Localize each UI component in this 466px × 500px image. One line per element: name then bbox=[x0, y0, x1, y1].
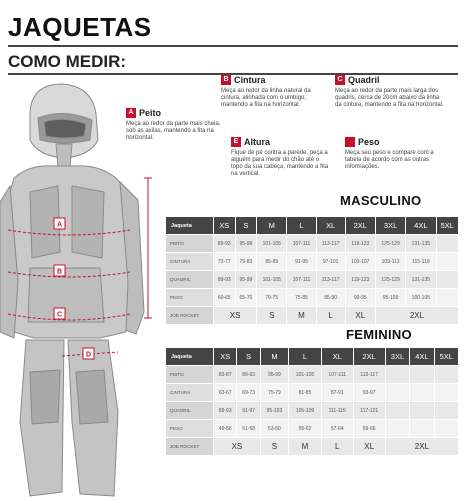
size-header: XS bbox=[214, 348, 237, 366]
table-cell: 119-123 bbox=[345, 271, 375, 289]
title-divider bbox=[8, 45, 458, 47]
table-cell bbox=[385, 420, 409, 438]
table-cell: 63-67 bbox=[214, 384, 237, 402]
size-header: 4XL bbox=[406, 217, 436, 235]
joe-size: XS bbox=[214, 438, 261, 456]
size-header: M bbox=[257, 217, 287, 235]
table-cell: 85-89 bbox=[257, 253, 287, 271]
size-header: S bbox=[237, 348, 260, 366]
table-cell: 111-115 bbox=[321, 402, 353, 420]
table-cell bbox=[385, 366, 409, 384]
table-cell: 107-111 bbox=[287, 271, 316, 289]
measure-desc: Meça ao redor da parte mais cheia, sob as axilas, mantendo a fita na horizontal. bbox=[126, 121, 221, 141]
joe-size: XL bbox=[345, 307, 375, 325]
feminino-title: FEMININO bbox=[346, 327, 412, 342]
table-cell: 119-123 bbox=[345, 235, 375, 253]
table-cell bbox=[436, 253, 459, 271]
table-cell: 91-95 bbox=[287, 253, 316, 271]
joe-rocket-row bbox=[166, 307, 459, 325]
table-cell bbox=[385, 402, 409, 420]
table-row bbox=[166, 289, 459, 307]
letter-badge bbox=[345, 137, 355, 147]
table-cell: 75-79 bbox=[260, 384, 288, 402]
table-row bbox=[166, 271, 459, 289]
measure-desc: Fique de pé contra a parede, peça a alguém para medir do chão até o topo da sua cabeça, mantendo a fita na vertical. bbox=[231, 150, 329, 177]
table-cell bbox=[385, 384, 409, 402]
row-label: CINTURA bbox=[166, 253, 214, 271]
measure-peso bbox=[345, 137, 450, 171]
row-label: QUADRIL bbox=[166, 271, 214, 289]
size-header: 5XL bbox=[434, 348, 458, 366]
row-label: JOE ROCKET bbox=[166, 438, 214, 456]
size-header: M bbox=[260, 348, 288, 366]
table-cell: 107-111 bbox=[321, 366, 353, 384]
table-cell: 95-99 bbox=[260, 366, 288, 384]
joe-size: S bbox=[257, 307, 287, 325]
table-cell: 70-75 bbox=[257, 289, 287, 307]
size-header: XL bbox=[316, 217, 345, 235]
row-label: PESO bbox=[166, 420, 214, 438]
joe-rocket-row bbox=[166, 438, 459, 456]
measure-name: Quadril bbox=[348, 74, 380, 85]
letter-badge: B bbox=[221, 75, 231, 85]
row-label: PESO bbox=[166, 289, 214, 307]
figure-label-d: D bbox=[85, 351, 92, 359]
table-cell: 59-66 bbox=[353, 420, 385, 438]
table-cell bbox=[410, 402, 434, 420]
table-header-row bbox=[166, 217, 459, 235]
row-label: JOE ROCKET bbox=[166, 307, 214, 325]
table-cell bbox=[410, 384, 434, 402]
size-header: 2XL bbox=[345, 217, 375, 235]
measure-name: Altura bbox=[244, 136, 271, 147]
measure-desc: Meça seu peso e compare com a tabela de acordo com as outras informações. bbox=[345, 150, 434, 170]
table-cell: 95-99 bbox=[235, 235, 257, 253]
table-cell: 57-64 bbox=[321, 420, 353, 438]
table-cell: 101-105 bbox=[257, 271, 287, 289]
table-cell: 83-87 bbox=[214, 366, 237, 384]
table-cell: 113-117 bbox=[316, 271, 345, 289]
table-corner: Jaqueta bbox=[166, 348, 214, 366]
joe-size: S bbox=[260, 438, 288, 456]
table-row bbox=[166, 235, 459, 253]
table-row bbox=[166, 384, 459, 402]
table-row bbox=[166, 420, 459, 438]
size-header: S bbox=[235, 217, 257, 235]
rider-figure bbox=[0, 82, 160, 500]
table-cell: 95-103 bbox=[260, 402, 288, 420]
table-cell: 81-85 bbox=[289, 384, 322, 402]
table-cell: 60-65 bbox=[214, 289, 236, 307]
page-title: JAQUETAS bbox=[8, 12, 152, 42]
table-corner: Jaqueta bbox=[166, 217, 214, 235]
measure-desc: Meça ao redor da parte mais larga dos quadris, cerca de 20cm abaixo da linha da cintura, mantendo a fita na horizontal. bbox=[335, 88, 444, 108]
feminino-size-table bbox=[165, 347, 459, 456]
table-cell: 101-105 bbox=[289, 366, 322, 384]
size-header: L bbox=[289, 348, 322, 366]
table-cell: 89-93 bbox=[237, 366, 260, 384]
figure-label-a: A bbox=[56, 221, 63, 229]
joe-size: M bbox=[287, 307, 316, 325]
table-row bbox=[166, 402, 459, 420]
measure-altura bbox=[231, 137, 331, 178]
table-cell: 131-135 bbox=[406, 271, 436, 289]
table-cell: 91-97 bbox=[237, 402, 260, 420]
table-cell: 93-97 bbox=[353, 384, 385, 402]
table-cell: 103-107 bbox=[345, 253, 375, 271]
table-cell bbox=[410, 366, 434, 384]
table-cell: 73-77 bbox=[214, 253, 236, 271]
measure-quadril bbox=[335, 75, 445, 109]
table-cell bbox=[436, 235, 459, 253]
size-header: 5XL bbox=[436, 217, 459, 235]
table-cell: 97-101 bbox=[316, 253, 345, 271]
joe-size: XS bbox=[214, 307, 257, 325]
measure-name: Peso bbox=[358, 136, 380, 147]
measure-name: Cintura bbox=[234, 74, 266, 85]
table-cell: 101-105 bbox=[257, 235, 287, 253]
table-cell: 107-111 bbox=[287, 235, 316, 253]
table-cell bbox=[434, 384, 458, 402]
table-cell: 89-93 bbox=[214, 235, 236, 253]
table-cell bbox=[410, 420, 434, 438]
letter-badge: A bbox=[126, 108, 136, 118]
table-cell bbox=[434, 402, 458, 420]
table-cell: 95-100 bbox=[375, 289, 405, 307]
measure-name: Peito bbox=[139, 107, 162, 118]
size-header: L bbox=[287, 217, 316, 235]
table-cell: 53-60 bbox=[260, 420, 288, 438]
table-cell: 79-83 bbox=[235, 253, 257, 271]
letter-badge: E bbox=[231, 137, 241, 147]
joe-size: 2XL bbox=[375, 307, 458, 325]
joe-size: L bbox=[321, 438, 353, 456]
table-row bbox=[166, 366, 459, 384]
row-label: QUADRIL bbox=[166, 402, 214, 420]
figure-label-b: B bbox=[56, 268, 63, 276]
table-cell bbox=[434, 366, 458, 384]
size-header: XS bbox=[214, 217, 236, 235]
letter-badge: C bbox=[335, 75, 345, 85]
table-cell: 69-73 bbox=[237, 384, 260, 402]
table-row bbox=[166, 253, 459, 271]
table-cell: 125-129 bbox=[375, 235, 405, 253]
row-label: PEITO bbox=[166, 366, 214, 384]
table-cell: 115-119 bbox=[406, 253, 436, 271]
row-label: CINTURA bbox=[166, 384, 214, 402]
size-header: 2XL bbox=[353, 348, 385, 366]
size-header: 4XL bbox=[410, 348, 434, 366]
table-cell bbox=[436, 289, 459, 307]
table-cell: 65-70 bbox=[235, 289, 257, 307]
joe-size: XL bbox=[353, 438, 385, 456]
measure-desc: Meça ao redor da linha natural da cintura, alinhada com o umbigo, mantendo a fita na horizontal. bbox=[221, 88, 311, 108]
table-cell: 105-109 bbox=[289, 402, 322, 420]
table-cell: 89-93 bbox=[214, 271, 236, 289]
joe-size: L bbox=[316, 307, 345, 325]
figure-label-c: C bbox=[56, 311, 63, 319]
table-cell bbox=[436, 271, 459, 289]
table-cell: 100-105 bbox=[406, 289, 436, 307]
table-cell: 90-95 bbox=[345, 289, 375, 307]
table-cell: 87-91 bbox=[321, 384, 353, 402]
size-header: 3XL bbox=[375, 217, 405, 235]
size-header: XL bbox=[321, 348, 353, 366]
table-cell: 109-113 bbox=[375, 253, 405, 271]
joe-size: 2XL bbox=[385, 438, 458, 456]
table-cell: 89-93 bbox=[214, 402, 237, 420]
table-cell: 131-135 bbox=[406, 235, 436, 253]
table-cell: 113-117 bbox=[353, 366, 385, 384]
table-cell: 51-58 bbox=[237, 420, 260, 438]
table-cell: 55-62 bbox=[289, 420, 322, 438]
joe-size: M bbox=[289, 438, 322, 456]
masculino-size-table bbox=[165, 216, 459, 325]
table-cell: 125-129 bbox=[375, 271, 405, 289]
table-header-row bbox=[166, 348, 459, 366]
measure-cintura bbox=[221, 75, 327, 109]
table-cell: 75-85 bbox=[287, 289, 316, 307]
size-header: 3XL bbox=[385, 348, 409, 366]
table-cell: 49-56 bbox=[214, 420, 237, 438]
row-label: PEITO bbox=[166, 235, 214, 253]
table-cell bbox=[434, 420, 458, 438]
masculino-title: MASCULINO bbox=[340, 193, 422, 208]
table-cell: 117-121 bbox=[353, 402, 385, 420]
table-cell: 95-99 bbox=[235, 271, 257, 289]
table-cell: 85-90 bbox=[316, 289, 345, 307]
table-cell: 113-117 bbox=[316, 235, 345, 253]
how-to-measure-heading: COMO MEDIR: bbox=[8, 52, 127, 71]
